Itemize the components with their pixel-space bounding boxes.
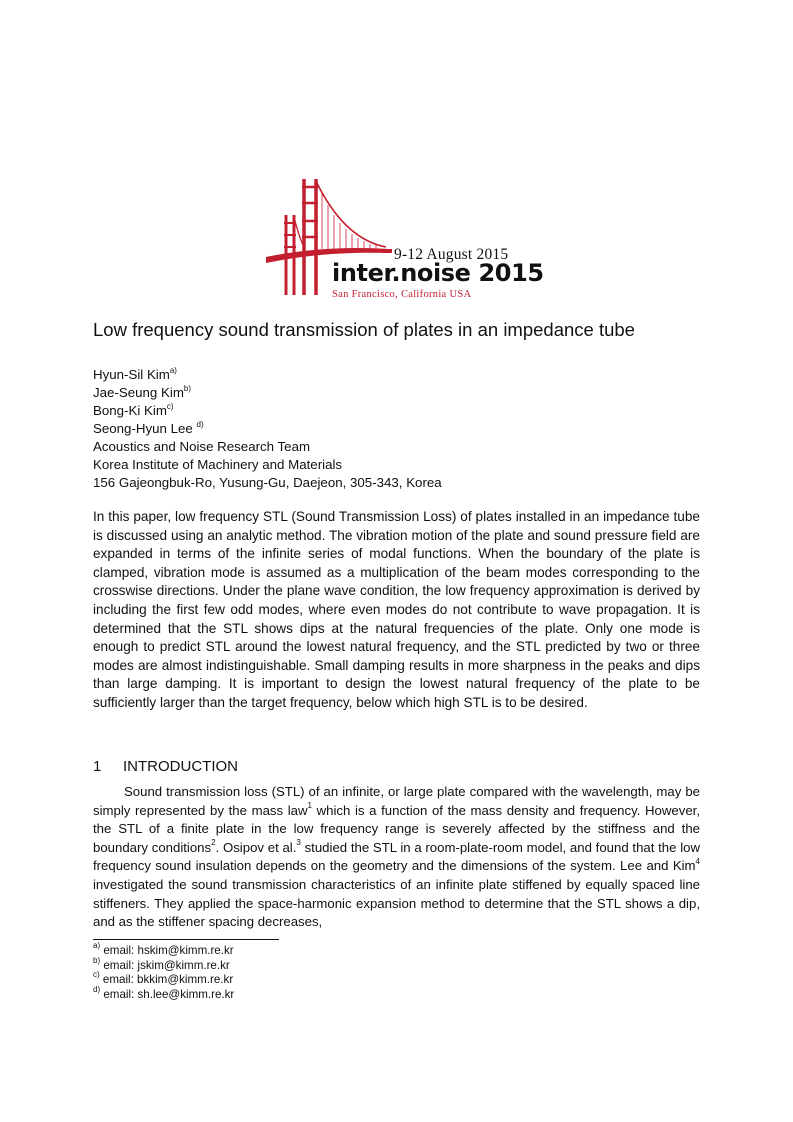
affiliation-address: 156 Gajeongbuk-Ro, Yusung-Gu, Daejeon, 305-343, Korea	[93, 475, 442, 490]
citation: 3	[296, 838, 301, 848]
citation: 4	[695, 856, 700, 866]
footnote: $^{d)}$ email: sh.lee@kimm.re.kr	[93, 984, 235, 1001]
footnote: $^{a)}$ email: hskim@kimm.re.kr	[93, 941, 234, 957]
conference-location: San Francisco, California USA	[332, 289, 472, 300]
author-footnote-mark: a)	[169, 365, 177, 375]
author-line	[93, 420, 442, 438]
author-footnote-mark: b)	[183, 383, 192, 393]
section-number: 1	[93, 758, 102, 775]
author-line	[93, 366, 442, 384]
conference-logo	[264, 177, 544, 307]
abstract: In this paper, low frequency STL (Sound Transmission Loss) of plates installed in an impedance tube is discussed using an analytic method. The vibration motion of the plate and sound pressure field are expanded in terms of the infinite series of modal functions. When the boundary of the plate is clamped, vibration mode is assumed as a multiplication of the beam modes corresponding to the crosswise directions. Under the plane wave condition, the low frequency approximation is derived by including the first few odd modes, where even modes do not contribute to wave propagation. It is determined that the STL shows dips at the natural frequencies of the plate. Only one mode is enough to predict STL around the lowest natural frequency, and the STL predicted by two or three modes are almost indistinguishable. Small damping results in more sharpness in the peaks and dips than large damping. It is important to design the lowest natural frequency of the plate to be sufficiently larger than the target frequency, below which high STL is to be desired.	[93, 509, 700, 710]
author-line	[93, 384, 442, 402]
conference-date: 9-12 August 2015	[394, 246, 509, 263]
paragraph: Sound transmission loss (STL) of an infinite, or large plate compared with the wavelength, may be simply represented by the mass law$^1$ which is a function of the mass density and frequency. However, the STL of a finite plate in the low frequency range is severely affected by the stiffness and the boundary conditions$^2$. Osipov et al.$^3$ studied the STL in a room-plate-room model, and found that the low frequency sound insulation depends on the geometry and the dimensions of the system. Lee and Kim$^4$ investigated the sound transmission characteristics of an infinite plate stiffened by equally spaced line stiffeners. They applied the space-harmonic expansion method to determine that the STL shows a dip, and as the stiffener spacing decreases,	[93, 784, 700, 930]
affiliation-team: Acoustics and Noise Research Team	[93, 439, 311, 454]
author-footnote-mark: d)	[196, 419, 204, 429]
author-footnote-mark: c)	[166, 401, 174, 411]
introduction-body	[93, 783, 700, 932]
citation: 1	[307, 801, 312, 811]
author-name: Hyun-Sil Kim	[93, 367, 170, 382]
author-line	[93, 402, 442, 420]
citation: 2	[211, 838, 216, 848]
conference-brand: inter.noise 2015	[332, 259, 544, 287]
footnote: $^{c)}$ email: bkkim@kimm.re.kr	[93, 970, 234, 987]
golden-gate-bridge-icon	[264, 177, 534, 307]
author-name: Jae-Seung Kim	[93, 385, 184, 400]
footnote-divider	[93, 939, 279, 940]
author-name: Seong-Hyun Lee	[93, 421, 197, 436]
author-block	[93, 366, 442, 492]
footnote: $^{b)}$ email: jskim@kimm.re.kr	[93, 955, 230, 972]
section-title: INTRODUCTION	[123, 758, 238, 775]
paper-title: Low frequency sound transmission of plates in an impedance tube	[93, 319, 635, 340]
affiliation-institute: Korea Institute of Machinery and Materials	[93, 457, 343, 472]
footnotes	[93, 941, 235, 1002]
author-name: Bong-Ki Kim	[93, 403, 167, 418]
section-heading	[93, 758, 238, 775]
